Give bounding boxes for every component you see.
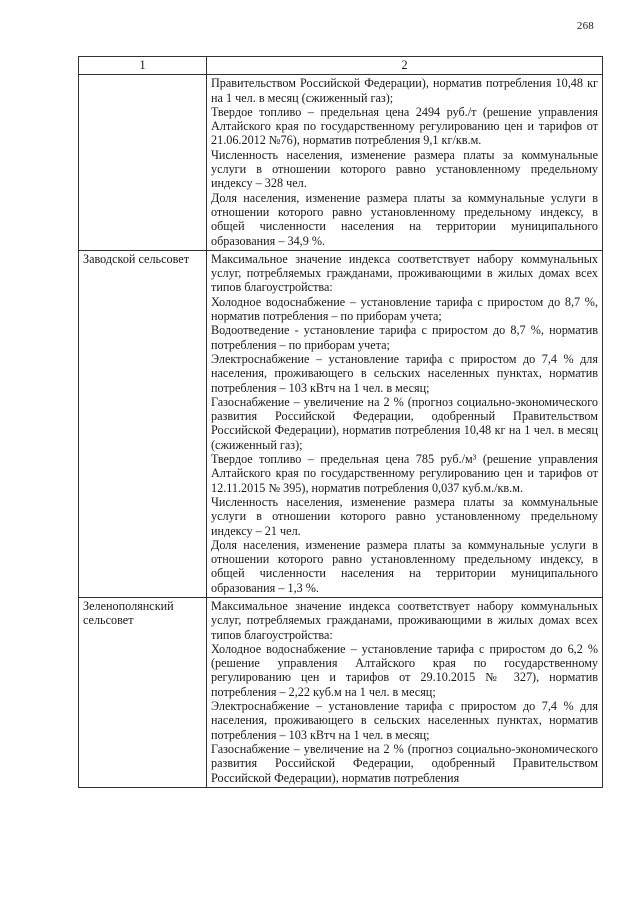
- page-number: 268: [576, 20, 594, 32]
- paragraph: Водоотведение - установление тарифа с приростом до 8,7 %, норматив потребления – по приборам учета;: [211, 323, 598, 352]
- table-header-row: [79, 57, 603, 75]
- paragraph: Максимальное значение индекса соответствует набору коммунальных услуг, потребляемых гражданами, проживающими в жилых домах всех типов благоустройства:: [211, 251, 598, 295]
- paragraph: Электроснабжение – установление тарифа с приростом до 7,4 % для населения, проживающего в сельских населенных пунктах, норматив потребления – 103 кВтч на 1 чел. в месяц;: [211, 351, 598, 395]
- column-header-2: 2: [207, 57, 603, 75]
- municipality-name: [79, 75, 207, 251]
- paragraph: Доля населения, изменение размера платы за коммунальные услуги в отношении которого равно установленному предельному индексу, в общей численности населения на территории муниципального образования – 1,3 %.: [211, 537, 598, 595]
- description-cell: [207, 75, 603, 251]
- column-header-1: 1: [79, 57, 207, 75]
- municipality-name: Зеленополянский сельсовет: [79, 597, 207, 787]
- paragraph: Электроснабжение – установление тарифа с приростом до 7,4 % для населения, проживающего в сельских населенных пунктах, норматив потребления – 103 кВтч на 1 чел. в месяц;: [211, 699, 598, 742]
- paragraph: Газоснабжение – увеличение на 2 % (прогноз социально-экономического развития Российской Федерации, одобренный Правительством Российской Федерации), норматив потребления: [211, 741, 598, 785]
- municipality-name: Заводской сельсовет: [79, 250, 207, 597]
- paragraph: Численность населения, изменение размера платы за коммунальные услуги в отношении которого равно установленному предельному индексу – 21 чел.: [211, 494, 598, 538]
- paragraph: Максимальное значение индекса соответствует набору коммунальных услуг, потребляемых гражданами, проживающими в жилых домах всех типов благоустройства:: [211, 598, 598, 642]
- table-row: [79, 250, 603, 597]
- paragraph: Газоснабжение – увеличение на 2 % (прогноз социально-экономического развития Российской Федерации, одобренный Правительством Российской Федерации), норматив потребления 10,48 кг на 1 чел. в месяц (сжиженный газ);: [211, 394, 598, 452]
- paragraph: Твердое топливо – предельная цена 2494 руб./т (решение управления Алтайского края по государственному регулированию цен и тарифов от 21.06.2012 №76), норматив потребления 9,1 кг/кв.м.: [211, 104, 598, 148]
- paragraph: Правительством Российской Федерации), норматив потребления 10,48 кг на 1 чел. в месяц (сжиженный газ);: [211, 76, 598, 105]
- description-cell: [207, 597, 603, 787]
- paragraph: Доля населения, изменение размера платы за коммунальные услуги в отношении которого равно установленному предельному индексу, в общей численности населения на территории муниципального образования – 34,9 %.: [211, 190, 598, 248]
- paragraph: Холодное водоснабжение – установление тарифа с приростом до 6,2 % (решение управления Алтайского края по государственному регулированию цен и тарифов от 29.10.2015 № 327), норматив потребления – 2,22 куб.м на 1 чел. в месяц;: [211, 641, 598, 699]
- table-row: [79, 75, 603, 251]
- paragraph: Твердое топливо – предельная цена 785 руб./м³ (решение управления Алтайского края по государственному регулированию цен и тарифов от 12.11.2015 № 395), норматив потребления 0,037 куб.м./кв.м.: [211, 452, 598, 495]
- table-row: [79, 597, 603, 787]
- document-table: [78, 56, 603, 788]
- description-cell: [207, 250, 603, 597]
- paragraph: Холодное водоснабжение – установление тарифа с приростом до 8,7 %, норматив потребления – по приборам учета;: [211, 294, 598, 324]
- paragraph: Численность населения, изменение размера платы за коммунальные услуги в отношении которого равно установленному предельному индексу – 328 чел.: [211, 147, 598, 191]
